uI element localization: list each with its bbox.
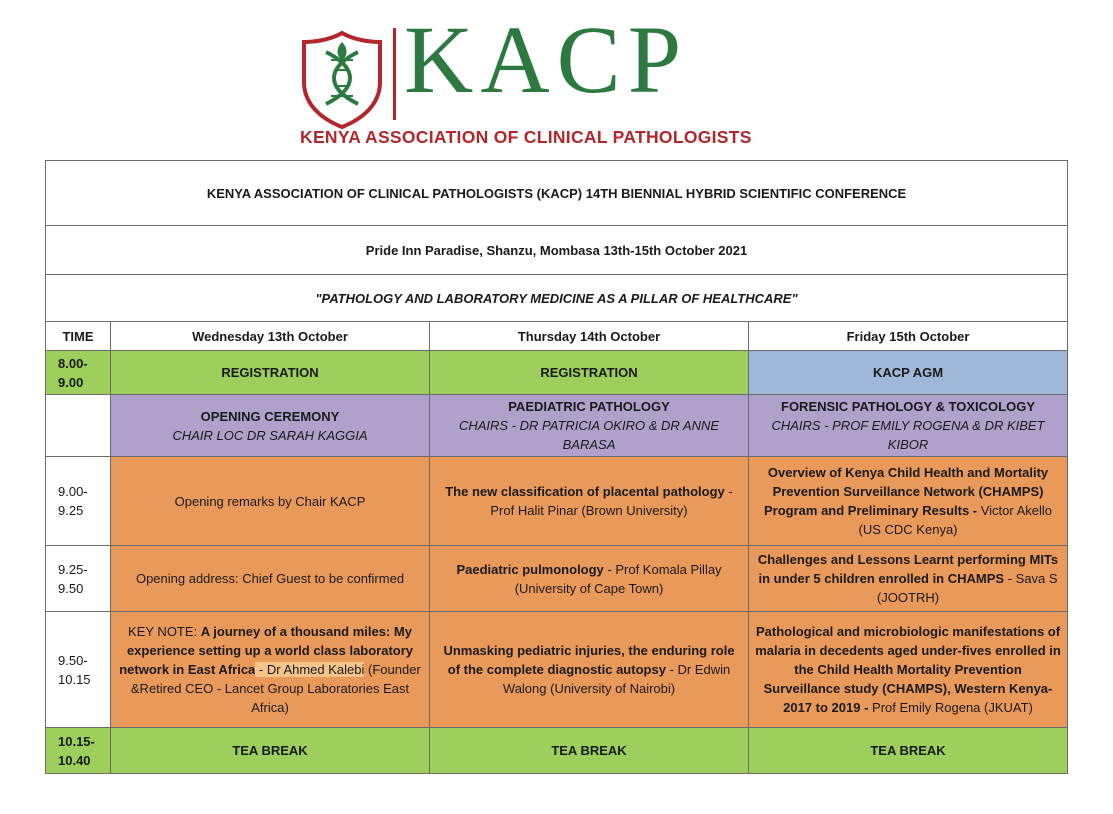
session-cell: REGISTRATION [430,351,749,395]
schedule-row [46,395,1068,457]
session-title: PAEDIATRIC PATHOLOGY [508,399,670,414]
talk-speaker: - Dr Ahmed Kalebi [255,662,365,677]
session-cell: TEA BREAK [111,728,430,774]
talk-title: The new classification of placental pathology [445,484,725,499]
talk-title: Pathological and microbiologic manifestations of malaria in decedents aged under-fives enrolled in the Child Health Mortality Prevention Surveillance study (CHAMPS), Western Kenya-2017 to 2019 - [755,624,1061,715]
session-cell: TEA BREAK [749,728,1068,774]
talk-speaker: - Sava S (JOOTRH) [876,571,1058,605]
talk-title: Unmasking pediatric injuries, the enduring role of the complete diagnostic autopsy [443,643,735,677]
session-header-cell [749,395,1068,457]
session-chair: CHAIRS - PROF EMILY ROGENA & DR KIBET KIBOR [771,418,1045,452]
talk-title: A journey of a thousand miles: My experience setting up a world class laboratory network in East Africa [119,624,414,677]
speaker-affiliation: (Founder &Retired CEO - Lancet Group Laboratories East Africa) [130,662,421,715]
session-cell [430,457,749,546]
schedule-row [46,457,1068,546]
kacp-logo [300,6,752,149]
session-chair: CHAIRS - DR PATRICIA OKIRO & DR ANNE BARASA [458,418,720,452]
session-header-cell [111,395,430,457]
conference-venue: Pride Inn Paradise, Shanzu, Mombasa 13th-15th October 2021 [46,226,1068,275]
talk-speaker: Prof Emily Rogena (JKUAT) [872,700,1033,715]
session-cell [749,457,1068,546]
friday-column-header: Friday 15th October [749,322,1068,351]
talk-title: Overview of Kenya Child Health and Mortality Prevention Surveillance Network (CHAMPS) Program and Preliminary Results - [764,465,1049,518]
venue-row [46,226,1068,275]
talk-title: Challenges and Lessons Learnt performing MITs in under 5 children enrolled in CHAMPS [757,552,1059,586]
session-cell [430,612,749,728]
conference-program-table [45,160,1068,774]
conference-theme: "PATHOLOGY AND LABORATORY MEDICINE AS A PILLAR OF HEALTHCARE" [46,275,1068,322]
talk-speaker: - Prof Halit Pinar (Brown University) [490,484,733,518]
logo-subtitle: KENYA ASSOCIATION OF CLINICAL PATHOLOGISTS [300,127,752,147]
time-slot: 9.50- 10.15 [46,612,111,728]
schedule-row [46,612,1068,728]
talk-speaker: Victor Akello (US CDC Kenya) [858,503,1053,537]
wednesday-column-header: Wednesday 13th October [111,322,430,351]
session-cell [749,546,1068,612]
session-chair: CHAIR LOC DR SARAH KAGGIA [172,427,368,443]
session-cell [749,612,1068,728]
session-title: OPENING CEREMONY [200,408,340,424]
logo-wordmark: KACP [404,6,689,113]
conference-title-row [46,161,1068,226]
talk-speaker: - Dr Edwin Walong (University of Nairobi) [502,662,731,696]
time-slot: 10.15- 10.40 [46,728,111,774]
session-cell: Opening remarks by Chair KACP [111,457,430,546]
session-header-cell [430,395,749,457]
session-cell [111,612,430,728]
session-cell: TEA BREAK [430,728,749,774]
time-slot: 8.00- 9.00 [46,351,111,395]
time-column-header: TIME [46,322,111,351]
day-header-row [46,322,1068,351]
talk-title: Paediatric pulmonology [456,561,604,577]
logo-divider [393,28,396,120]
session-cell: KACP AGM [749,351,1068,395]
schedule-row [46,351,1068,395]
theme-row [46,275,1068,322]
session-cell: REGISTRATION [111,351,430,395]
conference-title: KENYA ASSOCIATION OF CLINICAL PATHOLOGISTS (KACP) 14TH BIENNIAL HYBRID SCIENTIFIC CONFERENCE [46,161,1068,226]
talk-speaker: - Prof Komala Pillay (University of Cape Town) [514,561,722,596]
dna-shield-icon [300,30,384,130]
schedule-row [46,546,1068,612]
session-cell [430,546,749,612]
schedule-row [46,728,1068,774]
time-slot: 9.25- 9.50 [46,546,111,612]
session-title: FORENSIC PATHOLOGY & TOXICOLOGY [781,399,1036,414]
time-slot: 9.00- 9.25 [46,457,111,546]
keynote-label: KEY NOTE: [128,624,201,639]
session-cell: Opening address: Chief Guest to be confirmed [111,546,430,612]
time-slot [46,395,111,457]
thursday-column-header: Thursday 14th October [430,322,749,351]
